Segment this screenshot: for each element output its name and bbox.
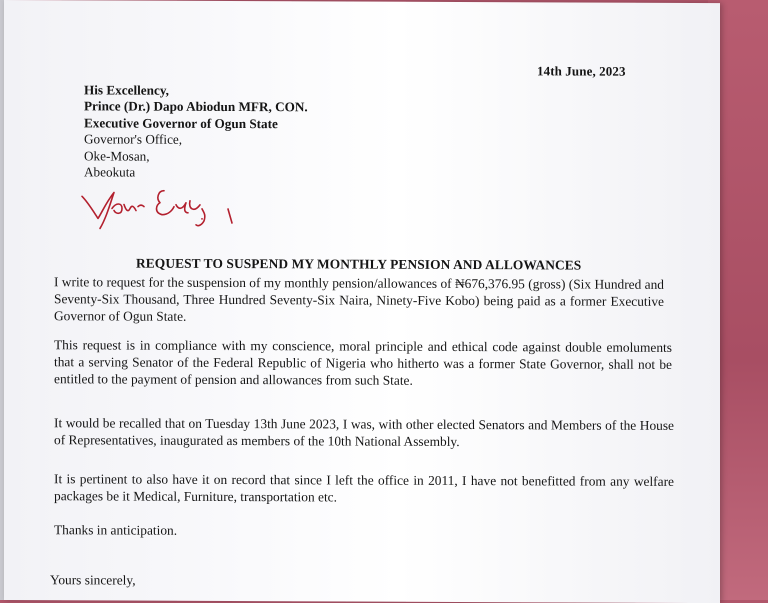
paragraph-compliance: This request is in compliance with my conscience, moral principle and ethical code against double emoluments that a serving Senator of the Federal Republic of Nigeria who hitherto was a former State Governor, shall not be entitled to the payment of pension and allowances from such State. [54,337,672,389]
paragraph-no-benefits: It is pertinent to also have it on record that since I left the office in 2011, I have not benefitted from any welfare packages be it Medical, Furniture, transportation etc. [54,471,674,505]
handwritten-salutation [78,178,258,231]
addressee-block [84,82,308,181]
letter-date: 14th June, 2023 [537,63,626,79]
paragraph-pension-request: I write to request for the suspension of my monthly pension/allowances of ₦676,376.95 (gross) (Six Hundred and Seventy-Six Thousand, Three Hundred Seventy-Six Naira, Ninety-Five Kobo) being paid as a former Executive Governor of Ogun State. [54,274,664,325]
closing-line: Yours sincerely, [50,572,136,588]
addressee-line: Abeokuta [84,164,136,180]
addressee-line: Oke-Mosan, [84,147,150,164]
addressee-line: Governor's Office, [84,131,183,147]
thanks-line: Thanks in anticipation. [54,522,178,538]
letter-heading: REQUEST TO SUSPEND MY MONTHLY PENSION AND ALLOWANCES [136,255,582,273]
addressee-line: His Excellency, [84,82,169,98]
addressee-line: Executive Governor of Ogun State [84,115,278,132]
addressee-line: Prince (Dr.) Dapo Abiodun MFR, CON. [84,98,308,115]
letter-page [4,0,720,603]
paragraph-inauguration: It would be recalled that on Tuesday 13th June 2023, I was, with other elected Senators and Members of the House of Representatives, inaugurated as members of the 10th National Assembly. [54,415,674,450]
